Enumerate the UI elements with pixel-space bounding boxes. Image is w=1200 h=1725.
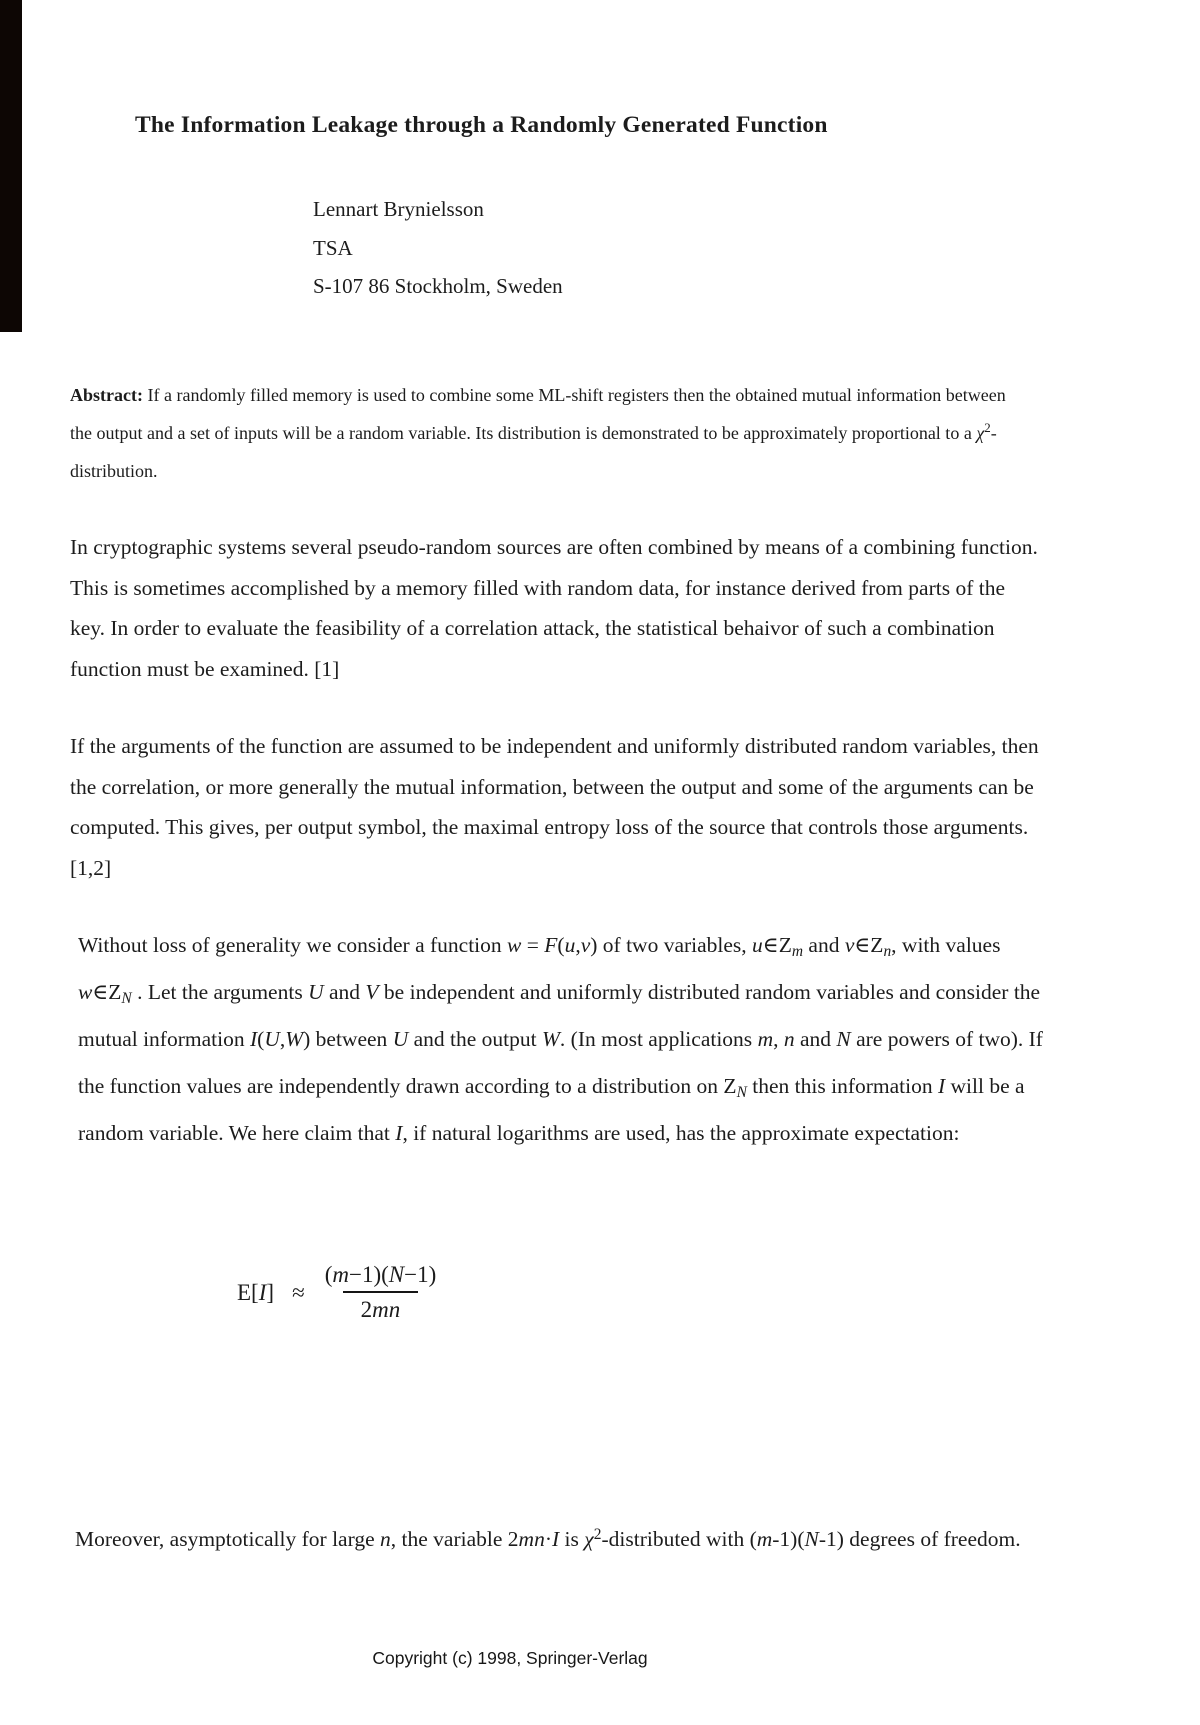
- equation-lhs: E[I]: [237, 1279, 275, 1305]
- paragraph-model: Without loss of generality we consider a function w = F(u,v) of two variables, $u\in Z_m$ and $v\in Z_n$, with values $w\in Z_N$ . Let the arguments U and V be independent and uniformly distributed random variables and consider the mutual information I(U,W) between U and the output W. (In most applications m, n and N are powers of two). If the function values are independently drawn according to a distribution on $Z_N$ then this information I will be a random variable. We here claim that I, if natural logarithms are used, has the approximate expectation:: [78, 933, 1043, 1145]
- author-affiliation: TSA: [313, 235, 353, 260]
- fraction-denominator: 2mn: [343, 1291, 419, 1323]
- footer-copyright: Copyright (c) 1998, Springer-Verlag: [372, 1648, 648, 1668]
- paragraph-asymptotic: Moreover, asymptotically for large n, the variable 2mn·I is $\chi^2$-distributed with (m-1)(N-1) degrees of freedom.: [75, 1526, 1021, 1551]
- author-name: Lennart Brynielsson: [313, 197, 484, 221]
- fraction-numerator: (m−1)(N−1): [324, 1262, 437, 1287]
- abstract: Abstract: If a randomly filled memory is used to combine some ML-shift registers then the obtained mutual information between the output and a set of inputs will be a random variable. Its distribution is demonstrated to be approximately proportional to a $\chi^2$-distribution.: [70, 385, 1006, 481]
- author-block: [313, 190, 563, 306]
- approx-sign: ≈: [292, 1279, 305, 1305]
- paragraph-intro: In cryptographic systems several pseudo-random sources are often combined by means of a combining function. This is sometimes accomplished by a memory filled with random data, for instance derived from parts of the key. In order to evaluate the feasibility of a correlation attack, the statistical behaivor of such a combination function must be examined. [1]: [70, 535, 1038, 681]
- paper-title: The Information Leakage through a Randomly Generated Function: [135, 112, 828, 138]
- paragraph-arguments: If the arguments of the function are assumed to be independent and uniformly distributed random variables, then the correlation, or more generally the mutual information, between the output and some of the arguments can be computed. This gives, per output symbol, the maximal entropy loss of the source that controls those arguments. [1,2]: [70, 734, 1039, 880]
- author-address: S-107 86 Stockholm, Sweden: [313, 274, 563, 298]
- expectation-equation: [237, 1262, 442, 1323]
- equation-fraction: [319, 1262, 443, 1323]
- scan-edge-artifact: [0, 0, 22, 332]
